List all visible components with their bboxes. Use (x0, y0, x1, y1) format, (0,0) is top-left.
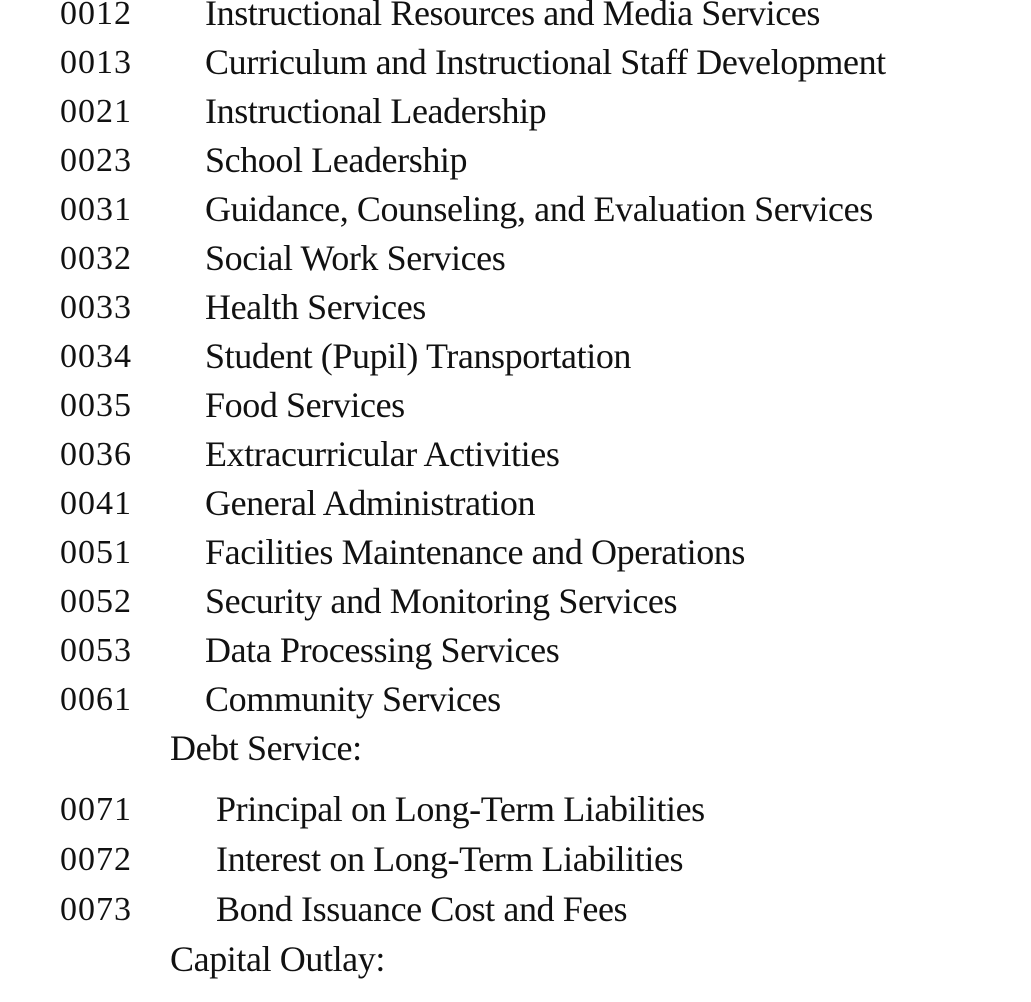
function-label: Health Services (205, 287, 426, 327)
list-item (0, 0, 1031, 38)
list-item (0, 835, 1031, 884)
list-item (0, 283, 1031, 332)
function-label: Facilities Maintenance and Operations (205, 532, 746, 572)
function-code: 0052 (60, 583, 132, 620)
list-item (0, 332, 1031, 381)
function-code: 0072 (60, 841, 132, 878)
list-item (0, 528, 1031, 577)
function-code: 0032 (60, 240, 132, 277)
function-label: Instructional Leadership (205, 91, 547, 131)
function-code: 0031 (60, 191, 132, 228)
list-item (0, 381, 1031, 430)
function-label: Principal on Long-Term Liabilities (216, 789, 705, 829)
list-item (0, 675, 1031, 724)
function-label: Guidance, Counseling, and Evaluation Services (205, 189, 873, 229)
function-label: Curriculum and Instructional Staff Development (205, 42, 886, 82)
debt-service-heading: Debt Service: (170, 728, 362, 768)
list-item (0, 87, 1031, 136)
function-code: 0023 (60, 142, 132, 179)
list-item (0, 885, 1031, 934)
function-code: 0071 (60, 791, 132, 828)
function-label: Extracurricular Activities (205, 434, 560, 474)
function-code: 0073 (60, 891, 132, 928)
function-label: Bond Issuance Cost and Fees (216, 889, 628, 929)
list-item (0, 234, 1031, 283)
list-item (0, 479, 1031, 528)
function-code: 0053 (60, 632, 132, 669)
list-item (0, 626, 1031, 675)
function-code: 0041 (60, 485, 132, 522)
capital-outlay-heading: Capital Outlay: (170, 939, 385, 979)
function-code: 0036 (60, 436, 132, 473)
function-label: Student (Pupil) Transportation (205, 336, 632, 376)
function-label: Data Processing Services (205, 630, 560, 670)
list-item (0, 577, 1031, 626)
function-label: School Leadership (205, 140, 468, 180)
function-code: 0034 (60, 338, 132, 375)
list-item (0, 430, 1031, 479)
function-label: Social Work Services (205, 238, 506, 278)
function-label: Food Services (205, 385, 405, 425)
function-label: Interest on Long-Term Liabilities (216, 839, 684, 879)
function-label: Community Services (205, 679, 501, 719)
list-item (0, 38, 1031, 87)
function-label: Security and Monitoring Services (205, 581, 678, 621)
function-code: 0035 (60, 387, 132, 424)
function-label: General Administration (205, 483, 536, 523)
list-item (0, 185, 1031, 234)
list-item (0, 785, 1031, 834)
function-code: 0013 (60, 44, 132, 81)
list-item (0, 136, 1031, 185)
function-code: 0012 (60, 0, 132, 32)
function-label: Instructional Resources and Media Services (205, 0, 821, 33)
function-code: 0051 (60, 534, 132, 571)
function-code: 0021 (60, 93, 132, 130)
function-code: 0061 (60, 681, 132, 718)
function-code: 0033 (60, 289, 132, 326)
